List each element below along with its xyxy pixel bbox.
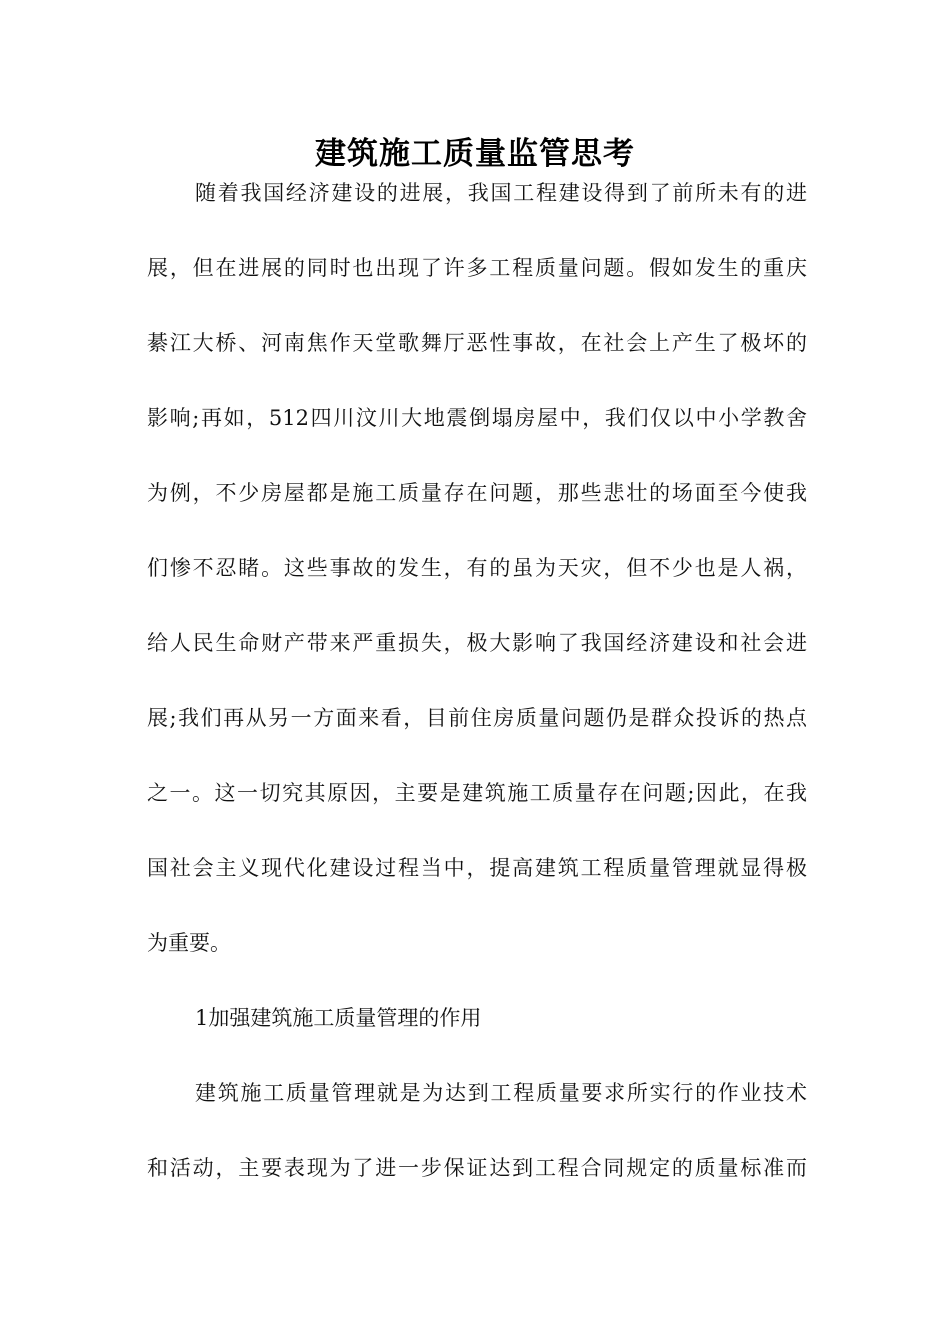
paragraph-line: 给人民生命财产带来严重损失，极大影响了我国经济建设和社会进: [147, 631, 807, 655]
paragraph-line: 为重要。: [147, 931, 231, 955]
paragraph-line: 建筑施工质量管理就是为达到工程质量要求所实行的作业技术: [195, 1081, 807, 1105]
paragraph-line: 展，但在进展的同时也出现了许多工程质量问题。假如发生的重庆: [147, 256, 807, 280]
paragraph-line: 国社会主义现代化建设过程当中，提高建筑工程质量管理就显得极: [147, 856, 807, 880]
paragraph-line: 綦江大桥、河南焦作天堂歌舞厅恶性事故，在社会上产生了极坏的: [147, 331, 807, 355]
paragraph-line: 影响;再如，512四川汶川大地震倒塌房屋中，我们仅以中小学教舍: [147, 406, 807, 430]
paragraph-line: 随着我国经济建设的进展，我国工程建设得到了前所未有的进: [195, 181, 807, 205]
paragraph-line: 展;我们再从另一方面来看，目前住房质量问题仍是群众投诉的热点: [147, 706, 807, 730]
paragraph-line: 和活动，主要表现为了进一步保证达到工程合同规定的质量标准而: [147, 1156, 807, 1180]
paragraph-line: 之一。这一切究其原因，主要是建筑施工质量存在问题;因此，在我: [147, 781, 807, 805]
paragraph-line: 为例，不少房屋都是施工质量存在问题，那些悲壮的场面至今使我: [147, 481, 807, 505]
section-heading: 1加强建筑施工质量管理的作用: [195, 1006, 482, 1030]
document-title: 建筑施工质量监管思考: [315, 136, 635, 172]
paragraph-line: 们惨不忍睹。这些事故的发生，有的虽为天灾，但不少也是人祸，: [147, 556, 807, 580]
